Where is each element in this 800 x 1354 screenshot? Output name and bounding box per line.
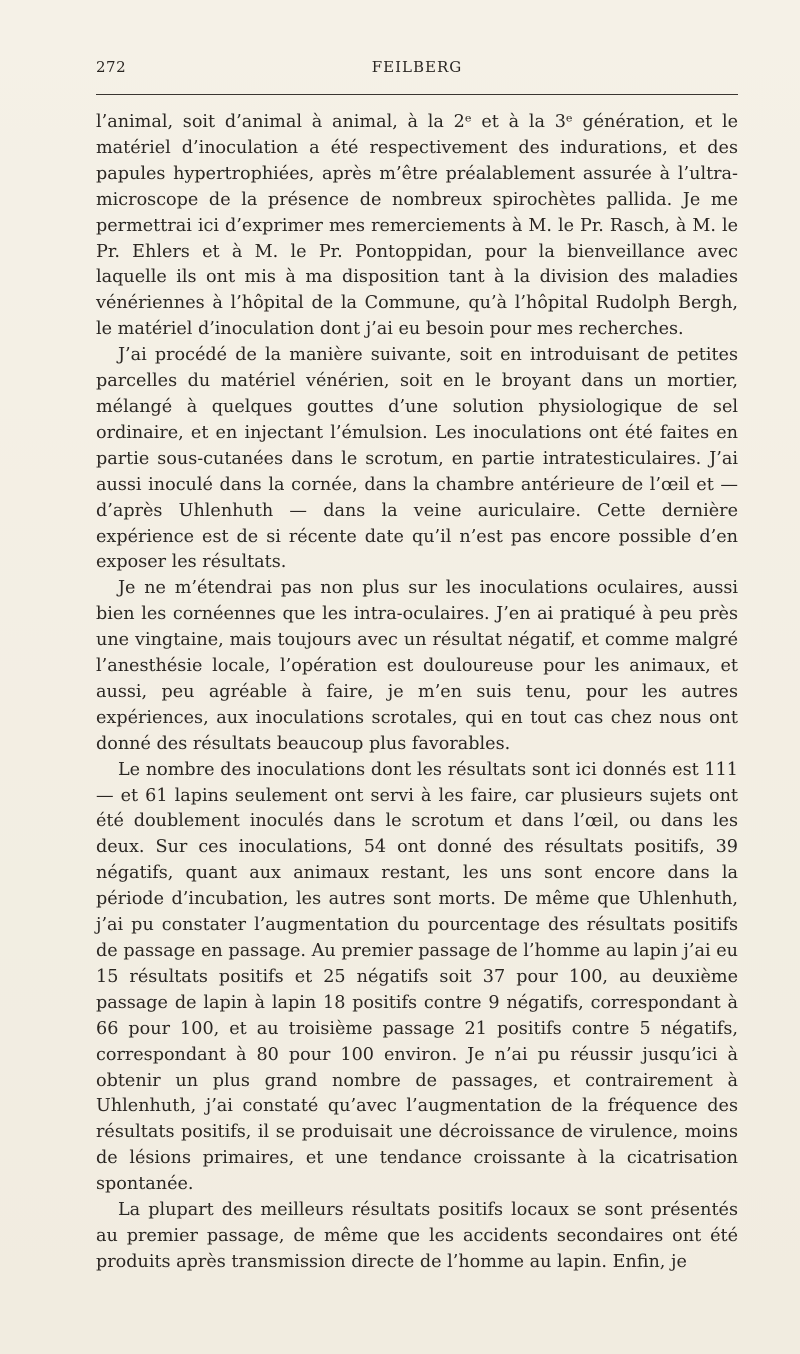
paragraph: J’ai procédé de la manière suivante, soit en introduisant de petites parcelles du matériel vénérien, soit en le broyant dans un mortier, mélangé à quelques gouttes d’une solution physiologique de sel ordinaire, et en injectant l’émulsion. Les inoculations ont été faites en partie sous-cutanées dans le scrotum, en partie intratesticulaires. J’ai aussi inoculé dans la cornée, dans la chambre antérieure de l’œil et — d’après Uhlenhuth — dans la veine auriculaire. Cette dernière expérience est de si récente date qu’il n’est pas encore possible d’en exposer les résultats. [96,345,738,573]
paragraph: La plupart des meilleurs résultats positifs locaux se sont présentés au premier passage, de même que les accidents secondaires ont été produits après transmission directe de l’homme au lapin. Enfin, je [96,1200,738,1272]
body-text [96,110,738,1276]
paragraph: Le nombre des inoculations dont les résultats sont ici donnés est 111 — et 61 lapins seulement ont servi à les faire, car plusieurs sujets ont été doublement inoculés dans le scrotum et dans l’œil, ou dans les deux. Sur ces inoculations, 54 ont donné des résultats positifs, 39 négatifs, quant aux animaux restant, les uns sont encore dans la période d’incubation, les autres sont morts. De même que Uhlenhuth, j’ai pu constater l’augmentation du pourcentage des résultats positifs de passage en passage. Au premier passage de l’homme au lapin j’ai eu 15 résultats positifs et 25 négatifs soit 37 pour 100, au deuxième passage de lapin à lapin 18 positifs contre 9 négatifs, correspondant à 66 pour 100, et au troisième passage 21 positifs contre 5 négatifs, correspondant à 80 pour 100 environ. Je n’ai pu réussir jusqu’ici à obtenir un plus grand nombre de passages, et contrairement à Uhlenhuth, j’ai constaté qu’avec l’augmentation de la fréquence des résultats positifs, il se produisait une décroissance de virulence, moins de lésions primaires, et une tendance croissante à la cicatrisation spontanée. [96,759,738,1195]
header-rule [96,94,738,95]
running-head: FEILBERG [371,58,463,76]
page-header [96,56,738,86]
paragraph: l’animal, soit d’animal à animal, à la 2ᵉ et à la 3ᵉ génération, et le matériel d’inoculation a été respectivement des indurations, et des papules hypertrophiées, après m’être préalablement assurée à l’ultra-microscope de la présence de nombreux spirochètes pallida. Je me permettrai ici d’exprimer mes remerciements à M. le Pr. Rasch, à M. le Pr. Ehlers et à M. le Pr. Pontoppidan, pour la bienveillance avec laquelle ils ont mis à ma disposition tant à la division des maladies vénériennes à l’hôpital de la Commune, qu’à l’hôpital Rudolph Bergh, le matériel d’inoculation dont j’ai eu besoin pour mes recherches. [96,112,738,340]
paragraph: Je ne m’étendrai pas non plus sur les inoculations oculaires, aussi bien les cornéennes que les intra-oculaires. J’en ai pratiqué à peu près une vingtaine, mais toujours avec un résultat négatif, et comme malgré l’anesthésie locale, l’opération est douloureuse pour les animaux, et aussi, peu agréable à faire, je m’en suis tenu, pour les autres expériences, aux inoculations scrotales, qui en tout cas chez nous ont donné des résultats beaucoup plus favorables. [96,578,738,754]
page-number: 272 [96,58,127,76]
